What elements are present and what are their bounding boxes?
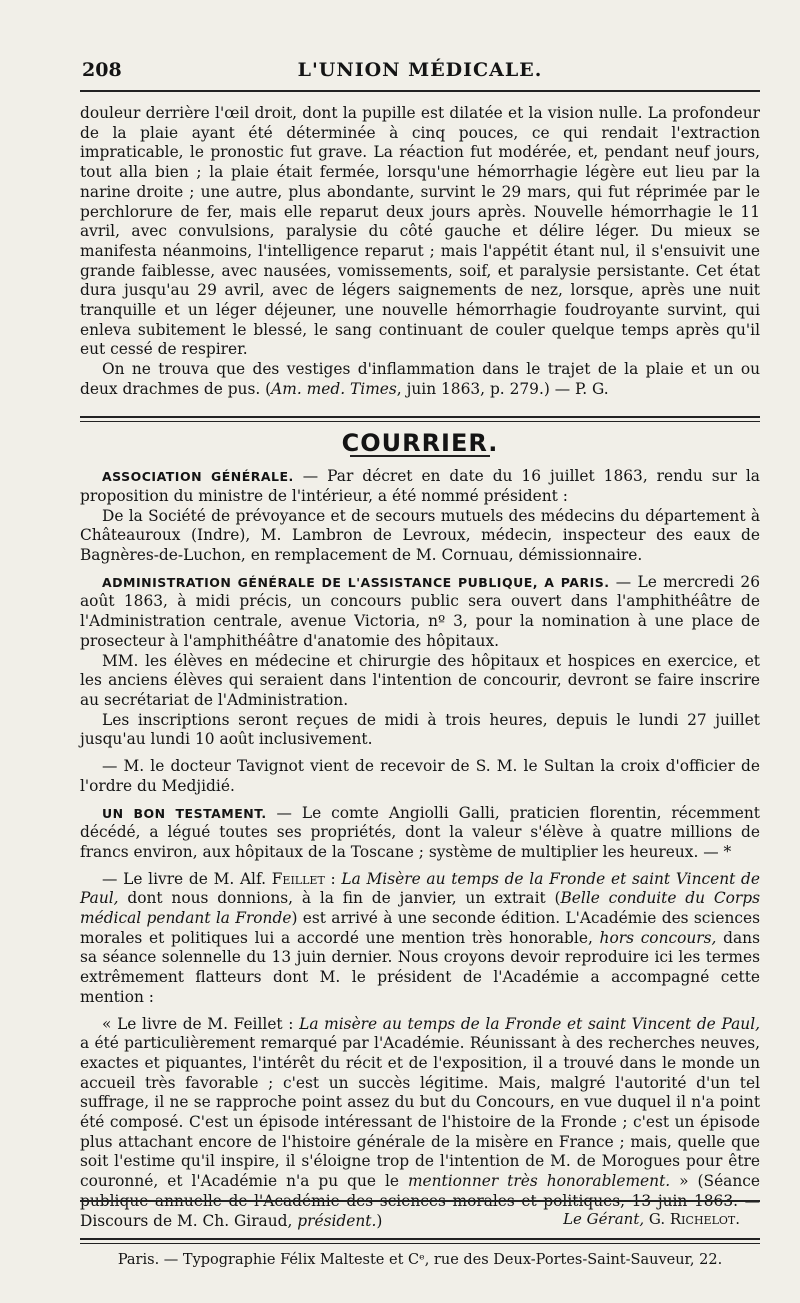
news-item [80, 804, 760, 863]
news-item: Les inscriptions seront reçues de midi à trois heures, depuis le lundi 27 juillet jusqu'au lundi 10 août inclusivement. [80, 710, 760, 749]
section-title: COURRIER. [341, 428, 499, 457]
news-item [80, 573, 760, 652]
emphasis: mentionner très honorablement. [407, 1172, 671, 1191]
book-title: La misère au temps de la Fronde et saint Vincent de Paul, [299, 1014, 761, 1033]
news-text: — Le comte Angiolli Galli, praticien florentin, récemment décédé, a légué toutes ses propriétés, dont la valeur s'élève à quatre millions de francs environ, aux hôpitaux de la Toscane ; système de multiplier les heureux. — * [80, 803, 760, 861]
news-item: — M. le docteur Tavignot vient de recevoir de S. M. le Sultan la croix d'officier de l'ordre du Medjidié. [80, 757, 760, 795]
emphasis: président. [297, 1211, 377, 1230]
article-source: Am. med. Times [271, 379, 397, 398]
news-item: MM. les élèves en médecine et chirurgie des hôpitaux et hospices en exercice, et les anciens élèves qui seraient dans l'intention de concourir, devront se faire inscrire au secrétariat de l'Administration. [80, 651, 760, 709]
quote-text: a été particulièrement remarqué par l'Académie. Réunissant à des recherches neuves, exactes et piquantes, l'intérêt du récit et de l'exposition, il a trouvé dans le monde un accueil très favorable ; c'est un succès légitime. Mais, malgré l'autorité d'un tel suffrage, il ne se rapproche point assez du but du Concours, en vue duquel il n'a point été composé. C'est un épisode intéressant de l'histoire de la Fronde ; c'est un épisode plus attachant encore de l'histoire générale de la misère en France ; mais, quelle que soit l'estime qu'il inspire, il s'éloigne trop de l'intention de M. de Morogues pour être couronné, et l'Académie n'a pu que le [80, 1034, 760, 1191]
book-title: La Misère au temps de la Fronde et saint Vincent de Paul, [80, 869, 760, 908]
news-text: — Le mercredi 26 août 1863, à midi précis, un concours public sera ouvert dans l'amphithéâtre de l'Administration centrale, avenue Victoria, nº 3, pour la nomination à une place de prosecteur à l'amphithéâtre d'anatomie des hôpitaux. [80, 572, 760, 650]
quote-text: ) [376, 1211, 383, 1230]
signature-role: Le Gérant, [563, 1210, 645, 1228]
news-lead: ASSOCIATION GÉNÉRALE. [102, 469, 294, 485]
article-paragraph: douleur derrière l'œil droit, dont la pupille est dilatée et la vision nulle. La profondeur de la plaie ayant été déterminée à cinq pouces, ce qui rendait l'extraction impraticable, le pronostic fut grave. La réaction fut modérée, et, pendant neuf jours, tout alla bien ; la plaie était fermée, lorsqu'une hémorrhagie légère eut lieu par la narine droite ; une autre, plus abondante, survint le 29 mars, qui fut réprimée par le perchlorure de fer, mais elle reparut deux jours après. Nouvelle hémorrhagie le 11 avril, avec convulsions, paralysie du côté gauche et délire léger. Du mieux se manifesta néanmoins, l'intelligence reparut ; mais l'appétit étant nul, il s'ensuivit une grande faiblesse, avec nausées, vomissements, soif, et paralysie persistante. Cet état dura jusqu'au 29 avril, avec de légers saignements de nez, lorsque, après une nuit tranquille et un léger déjeuner, une nouvelle hémorrhagie foudroyante survint, qui enleva subitement le blessé, le sang continuant de couler quelque temps après qu'il eut cessé de respirer. [80, 104, 760, 359]
author-name: Feillet [271, 869, 325, 888]
news-text: dont nous donnions, à la fin de janvier, un extrait ( [118, 889, 561, 908]
news-text: — Par décret en date du 16 juillet 1863, rendu sur la proposition du ministre de l'intérieur, a été nommé président : [80, 467, 760, 505]
news-lead: UN BON TESTAMENT. [102, 805, 267, 821]
header-rule [80, 90, 760, 92]
quote [80, 1015, 760, 1232]
footer-rule [80, 1200, 760, 1202]
printer-line: Paris. — Typographie Félix Malteste et Cᵉ, rue des Deux-Portes-Saint-Sauveur, 22. [117, 1252, 723, 1268]
extract-title: Belle conduite du Corps médical pendant la Fronde [80, 889, 760, 928]
news-item [80, 870, 760, 1008]
news-text: dans sa séance solennelle du 13 juin dernier. Nous croyons devoir reproduire ici les termes extrêmement flatteurs dont M. le président de l'Académie a accompagné cette mention : [80, 928, 760, 1006]
article-paragraph [80, 360, 760, 399]
section-rule [80, 416, 760, 422]
news-item: De la Société de prévoyance et de secours mutuels des médecins du département à Châteauroux (Indre), M. Lambron de Levroux, médecin, inspecteur des eaux de Bagnères-de-Luchon, en remplacement de M. Cornuau, démissionnaire. [80, 506, 760, 565]
news-text: — Le livre de M. Alf. [102, 869, 272, 888]
news-text: : [324, 869, 342, 888]
signature-name: G. Richelot. [648, 1210, 740, 1228]
emphasis: hors concours, [599, 928, 717, 947]
page-body [80, 104, 760, 1231]
page-header [80, 55, 760, 87]
signature [563, 1210, 740, 1228]
footer-double-rule [80, 1238, 760, 1244]
quote-text: « Le livre de M. Feillet : [102, 1014, 300, 1033]
page-number: 208 [82, 59, 122, 81]
news-lead: ADMINISTRATION GÉNÉRALE DE L'ASSISTANCE PUBLIQUE, A PARIS. [102, 574, 610, 590]
news-item [80, 467, 760, 506]
quote-text: » (Séance publique annuelle de l'Académie des sciences morales et politiques, 13 juin 1863. — Discours de M. Ch. Giraud, [80, 1172, 760, 1230]
news-text: ) est arrivé à une seconde édition. L'Académie des sciences morales et politiques lui a accordé une mention très honorable, [80, 909, 760, 947]
article-text: , juin 1863, p. 279.) — P. G. [396, 379, 609, 398]
running-title: L'UNION MÉDICALE. [297, 59, 543, 81]
article-text: On ne trouva que des vestiges d'inflammation dans le trajet de la plaie et un ou deux drachmes de pus. ( [80, 360, 760, 398]
